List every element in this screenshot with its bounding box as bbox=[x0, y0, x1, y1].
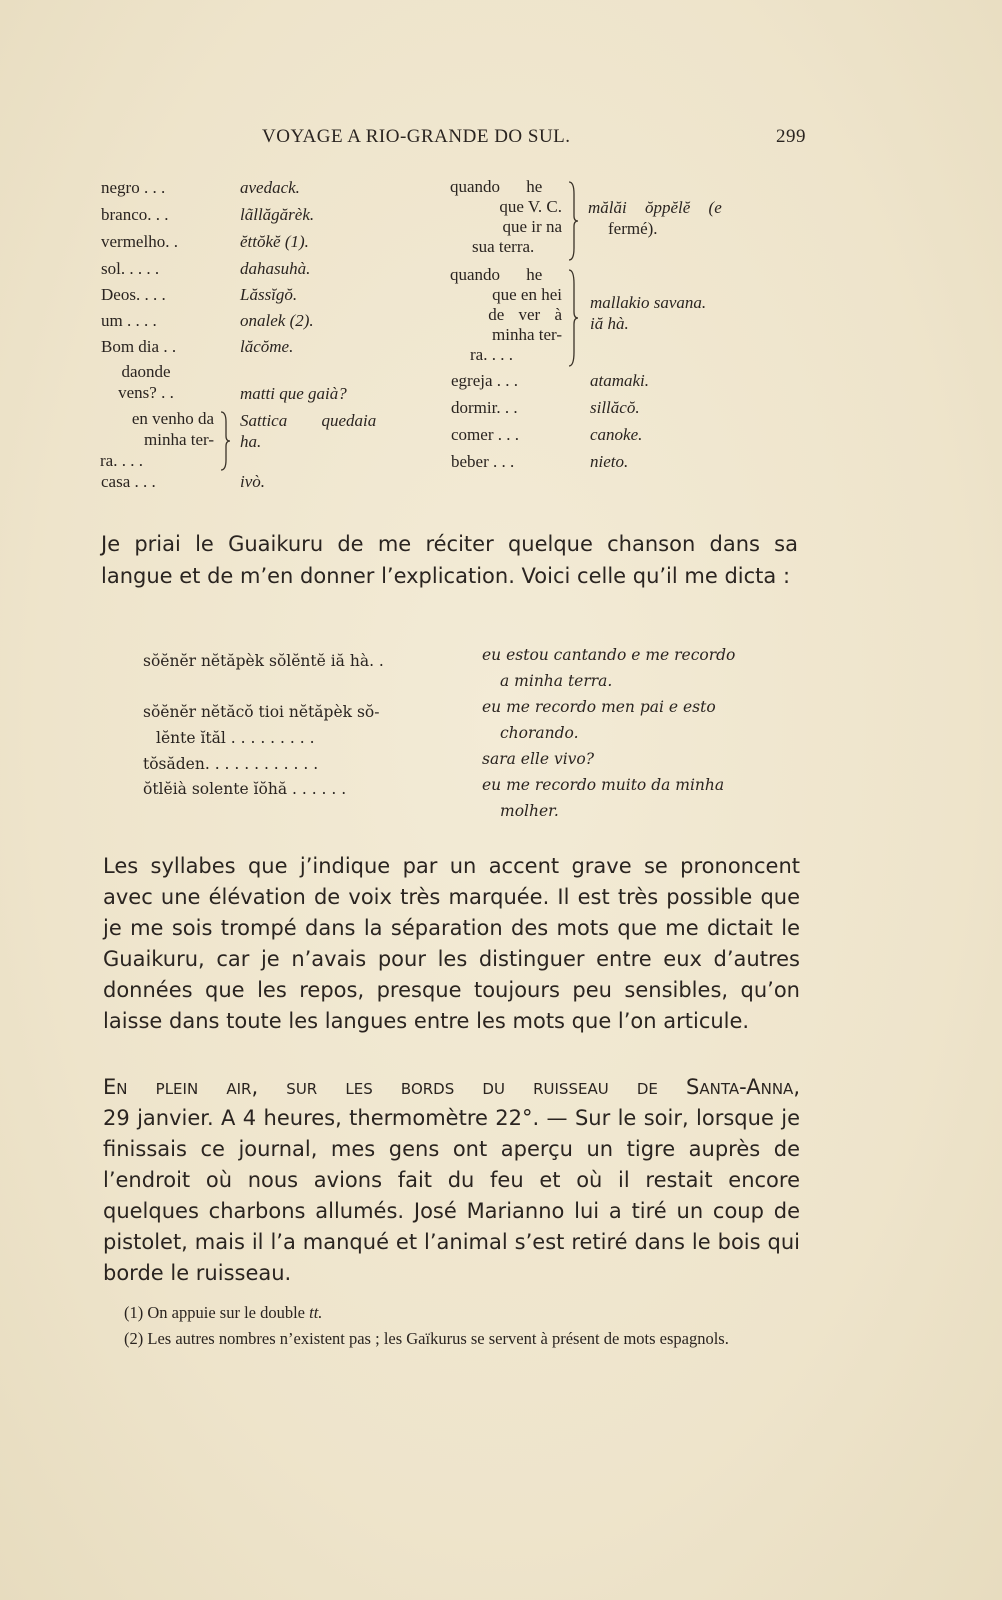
journal-dateline: En plein air, sur les bords du ruisseau de Santa-Anna, bbox=[103, 1075, 800, 1099]
footnotes bbox=[104, 1300, 801, 1352]
guaikuru-word: sillăcŏ. bbox=[590, 398, 640, 417]
guaikuru-phrase: matti que gaià? bbox=[240, 384, 347, 403]
song-translation-line: eu me recordo men pai e esto bbox=[482, 698, 716, 716]
portuguese-word: vermelho. . bbox=[101, 232, 178, 251]
song-guaikuru-line: sŏĕnĕr nĕtăcŏ tioi nĕtăpèk sŏ- bbox=[143, 703, 380, 721]
guaikuru-word: Lăssĭgŏ. bbox=[240, 285, 298, 304]
song-translation-line: eu me recordo muito da minha bbox=[482, 776, 725, 794]
portuguese-word: Bom dia . . bbox=[101, 337, 177, 356]
running-header bbox=[0, 126, 1002, 156]
page-number: 299 bbox=[776, 126, 806, 147]
portuguese-word: dormir. . . bbox=[451, 398, 518, 417]
guaikuru-phrase: mălăi ŏppĕlĕ (e fermé). bbox=[588, 198, 722, 238]
paragraph-intro: Je priai le Guaikuru de me réciter quelque chanson dans sa langue et de m’en donner l’explication. Voici celle qu’il me dicta : bbox=[101, 532, 798, 588]
guaikuru-word: ĕttŏkĕ (1). bbox=[240, 232, 309, 251]
song-translation-line: sara elle vivo? bbox=[482, 750, 595, 768]
paragraph-journal bbox=[103, 1072, 800, 1289]
guaikuru-word: avedack. bbox=[240, 178, 300, 197]
guaikuru-phrase: mallakio savana. iă hà. bbox=[590, 293, 707, 333]
footnote-2 bbox=[104, 1326, 801, 1352]
footnote-mark: (2) bbox=[124, 1329, 144, 1348]
song-guaikuru-line: tŏsăden. . . . . . . . . . . . bbox=[143, 755, 319, 773]
guaikuru-phrase: Sattica quedaia ha. bbox=[240, 411, 377, 451]
portuguese-phrase: quando he que en hei de ver à minha ter- ra. . . . bbox=[450, 265, 562, 364]
brace-icon bbox=[567, 180, 579, 262]
guaikuru-word: lãllăgărèk. bbox=[240, 205, 315, 224]
footnote-emphasis: tt. bbox=[309, 1303, 323, 1322]
song-translation-line: a minha terra. bbox=[500, 672, 613, 690]
running-title: VOYAGE A RIO-GRANDE DO SUL. bbox=[262, 126, 571, 147]
portuguese-word: egreja . . . bbox=[451, 371, 519, 390]
portuguese-word: beber . . . bbox=[451, 452, 515, 471]
portuguese-word: casa . . . bbox=[101, 472, 156, 491]
footnote-text: Les autres nombres n’existent pas ; les Gaïkurus se servent à présent de mots espagnols. bbox=[147, 1329, 729, 1348]
guaikuru-word: ivò. bbox=[240, 472, 266, 491]
journal-text: 29 janvier. A 4 heures, thermomètre 22°. — Sur le soir, lorsque je finissais ce journal, mes gens ont aperçu un tigre auprès de l’endroit où nous avions fait du feu et où il restait encore quelques charbons allumés. José Marianno lui a tiré un coup de pistolet, mais il l’a manqué et l’animal s’est retiré dans le bois qui borde le ruisseau. bbox=[103, 1106, 800, 1285]
portuguese-phrase: daonde vens? . . bbox=[118, 362, 174, 402]
song-guaikuru-line: ŏtlĕià solente ĭŏhă . . . . . . bbox=[143, 780, 347, 798]
portuguese-word: branco. . . bbox=[101, 205, 169, 224]
footnote-mark: (1) bbox=[124, 1303, 144, 1322]
guaikuru-word: onalek (2). bbox=[240, 311, 314, 330]
guaikuru-word: atamaki. bbox=[590, 371, 650, 390]
portuguese-word: Deos. . . . bbox=[101, 285, 166, 304]
song-translation-line: eu estou cantando e me recordo bbox=[482, 646, 736, 664]
guaikuru-word: dahasuhà. bbox=[240, 259, 311, 278]
song-guaikuru-line: lĕnte ĭtăl . . . . . . . . . bbox=[156, 729, 315, 747]
brace-icon bbox=[567, 268, 579, 368]
guaikuru-word: lăcŏme. bbox=[240, 337, 294, 356]
footnote-1 bbox=[104, 1300, 801, 1326]
portuguese-phrase: quando he que V. C. que ir na sua terra. bbox=[450, 177, 562, 256]
brace-icon bbox=[219, 410, 231, 472]
song-translation-line: chorando. bbox=[500, 724, 579, 742]
song-guaikuru-line: sŏĕnĕr nĕtăpèk sŏlĕntĕ iă hà. . bbox=[143, 652, 384, 670]
guaikuru-word: canoke. bbox=[590, 425, 643, 444]
song-translation-line: molher. bbox=[500, 802, 559, 820]
portuguese-word: sol. . . . . bbox=[101, 259, 160, 278]
portuguese-word: negro . . . bbox=[101, 178, 166, 197]
guaikuru-word: nieto. bbox=[590, 452, 629, 471]
footnote-text: On appuie sur le double bbox=[147, 1303, 306, 1322]
paragraph-syllables: Les syllabes que j’indique par un accent grave se prononcent avec une élévation de voix très marquée. Il est très possible que je me sois trompé dans la séparation des mots que me dictait le Guaikuru, car je n’avais pour les distinguer entre eux d’autres données que les repos, presque toujours peu sensibles, qu’on laisse dans toute les langues entre les mots que l’on articule. bbox=[103, 854, 800, 1033]
portuguese-word: um . . . . bbox=[101, 311, 157, 330]
portuguese-phrase: en venho da minha ter- ra. . . . bbox=[100, 409, 214, 470]
portuguese-word: comer . . . bbox=[451, 425, 519, 444]
